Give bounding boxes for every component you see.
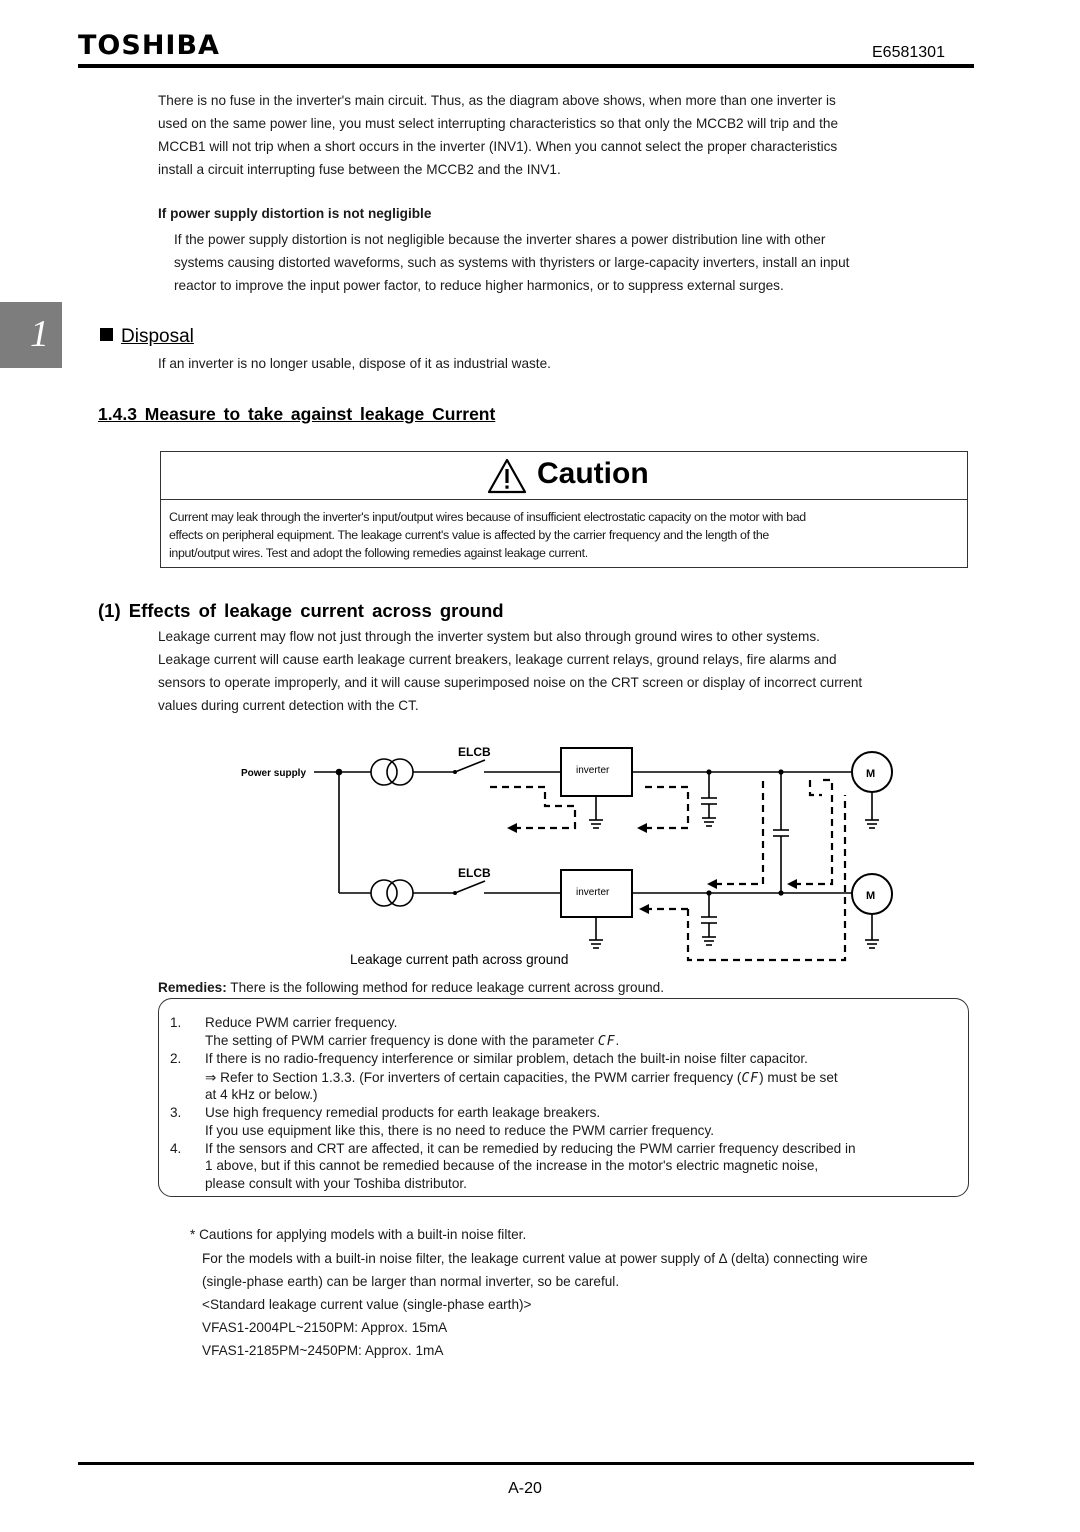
- disposal-title: Disposal: [121, 326, 194, 347]
- list-number: 3.: [170, 1105, 182, 1120]
- inverter-bottom-label: inverter: [576, 887, 610, 898]
- remedies-intro: [158, 980, 664, 995]
- text-line: VFAS1-2004PL~2150PM: Approx. 15mA: [202, 1320, 448, 1335]
- transformer-top-icon: [371, 759, 397, 785]
- text-line: Current may leak through the inverter's input/output wires because of insufficient electrostatic capacity on the motor with bad: [169, 510, 806, 524]
- remedies-label: Remedies:: [158, 980, 227, 995]
- chapter-tab: [0, 302, 62, 368]
- inverter-top-label: inverter: [576, 765, 610, 776]
- parameter-cf: CF: [741, 1071, 760, 1086]
- motor-top-label: M: [866, 768, 876, 780]
- parameter-cf: CF: [597, 1034, 616, 1049]
- disposal-text: If an inverter is no longer usable, dispose of it as industrial waste.: [158, 356, 551, 371]
- leakage-path: [810, 780, 822, 795]
- list-item: 1 above, but if this cannot be remedied because of the increase in the motor's electric magnetic noise,: [205, 1158, 819, 1173]
- list-number: 4.: [170, 1141, 182, 1156]
- motor-bottom-label: M: [866, 890, 876, 902]
- list-item: please consult with your Toshiba distributor.: [205, 1176, 467, 1191]
- text-line: used on the same power line, you must select interrupting characteristics so that only the MCCB2 will trip and the: [158, 116, 839, 131]
- caution-title: Caution: [537, 457, 649, 490]
- distortion-heading: If power supply distortion is not negligible: [158, 206, 432, 221]
- text-line: values during current detection with the CT.: [158, 698, 419, 713]
- text-line: MCCB1 will not trip when a short occurs in the inverter (INV1). When you cannot select the proper characteristics: [158, 139, 838, 154]
- list-item: If there is no radio-frequency interference or similar problem, detach the built-in noise filter capacitor.: [205, 1051, 808, 1066]
- text-line: install a circuit interrupting fuse between the MCCB2 and the INV1.: [158, 162, 561, 177]
- remedies-text: There is the following method for reduce leakage current across ground.: [226, 980, 665, 995]
- diagram-caption: Leakage current path across ground: [350, 952, 569, 967]
- disposal-heading: [100, 326, 194, 348]
- caution-text: [169, 508, 959, 562]
- distortion-paragraph: [174, 228, 849, 297]
- effects-paragraph: [158, 625, 862, 717]
- list-item: Use high frequency remedial products for earth leakage breakers.: [205, 1105, 601, 1120]
- text-line: <Standard leakage current value (single-phase earth)>: [202, 1297, 532, 1312]
- leakage-path: [642, 787, 688, 828]
- list-item: If the sensors and CRT are affected, it can be remedied by reducing the PWM carrier frequency described in: [205, 1141, 856, 1156]
- elcb-bottom-label: ELCB: [458, 866, 491, 880]
- text-line: effects on peripheral equipment. The leakage current's value is affected by the carrier frequency and the length of the: [169, 528, 769, 542]
- elcb-bottom-switch: [455, 881, 485, 893]
- power-supply-label: Power supply: [241, 768, 307, 779]
- list-item-text: The setting of PWM carrier frequency is done with the parameter: [205, 1033, 598, 1048]
- text-line: Leakage current will cause earth leakage current breakers, leakage current relays, ground relays, fire alarms and: [158, 652, 837, 667]
- list-item-text: ⇒ Refer to Section 1.3.3. (For inverters of certain capacities, the PWM carrier frequency (: [205, 1070, 742, 1085]
- text-line: Leakage current may flow not just through the inverter system but also through ground wires to other systems.: [158, 629, 820, 644]
- transformer-bottom-icon: [371, 880, 397, 906]
- text-line: sensors to operate improperly, and it will cause superimposed noise on the CRT screen or display of incorrect current: [158, 675, 863, 690]
- section-title: 1.4.3 Measure to take against leakage Current: [98, 404, 496, 424]
- list-item: [205, 1032, 965, 1051]
- list-number: 2.: [170, 1051, 182, 1066]
- leakage-path: [712, 781, 763, 884]
- square-bullet-icon: [100, 328, 113, 341]
- transformer-bottom-icon: [387, 880, 413, 906]
- leakage-path: [490, 787, 575, 828]
- text-line: For the models with a built-in noise filter, the leakage current value at power supply of ∆ (delta) connecting wire: [202, 1251, 868, 1266]
- leakage-path: [688, 795, 845, 960]
- note-heading: * Cautions for applying models with a built-in noise filter.: [190, 1227, 527, 1242]
- text-line: (single-phase earth) can be larger than normal inverter, so be careful.: [202, 1274, 620, 1289]
- warning-triangle-icon: [487, 458, 527, 494]
- brand-logo: TOSHIBA: [78, 30, 220, 61]
- list-item: Reduce PWM carrier frequency.: [205, 1015, 398, 1030]
- text-line: systems causing distorted waveforms, such as systems with thyristers or large-capacity inverters, install an input: [174, 255, 850, 270]
- list-item-text: ) must be set: [759, 1070, 838, 1085]
- text-line: There is no fuse in the inverter's main circuit. Thus, as the diagram above shows, when more than one inverter is: [158, 93, 836, 108]
- elcb-top-switch: [455, 760, 485, 772]
- leakage-current-diagram: [0, 730, 1080, 975]
- chapter-number: 1: [30, 313, 49, 355]
- intro-paragraph: [158, 89, 838, 181]
- list-number: 1.: [170, 1015, 182, 1030]
- footer-rule: [78, 1462, 974, 1465]
- effects-title: (1) Effects of leakage current across ground: [98, 600, 504, 621]
- header-rule: [78, 64, 974, 68]
- text-line: If the power supply distortion is not negligible because the inverter shares a power distribution line with other: [174, 232, 826, 247]
- list-item: at 4 kHz or below.): [205, 1087, 318, 1102]
- caution-header: [161, 452, 967, 500]
- transformer-top-icon: [387, 759, 413, 785]
- document-number: E6581301: [872, 44, 945, 61]
- text-line: input/output wires. Test and adopt the following remedies against leakage current.: [169, 546, 588, 560]
- list-item: If you use equipment like this, there is no need to reduce the PWM carrier frequency.: [205, 1123, 715, 1138]
- caution-box: [160, 451, 968, 568]
- elcb-top-label: ELCB: [458, 745, 491, 759]
- text-line: VFAS1-2185PM~2450PM: Approx. 1mA: [202, 1343, 444, 1358]
- list-item-text: .: [615, 1033, 620, 1048]
- page-number: A-20: [508, 1480, 542, 1497]
- note-body: [202, 1247, 868, 1362]
- text-line: reactor to improve the input power factor, to reduce higher harmonics, or to suppress external surges.: [174, 278, 784, 293]
